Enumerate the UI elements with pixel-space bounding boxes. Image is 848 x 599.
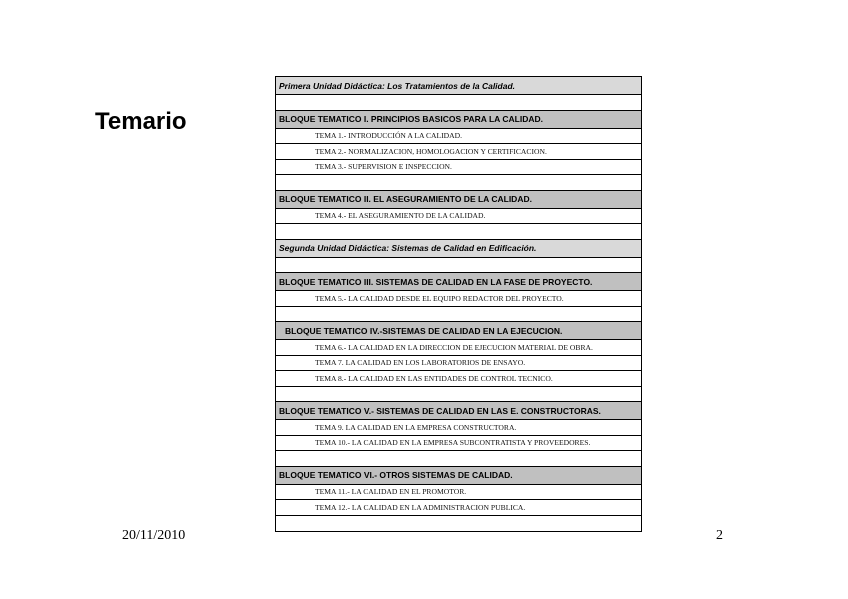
page-number: 2 [716, 528, 723, 543]
block-5-heading: BLOQUE TEMATICO V.- SISTEMAS DE CALIDAD EN LAS E. CONSTRUCTORAS. [276, 402, 641, 420]
topic-7: TEMA 7. LA CALIDAD EN LOS LABORATORIOS DE ENSAYO. [276, 356, 641, 372]
unit-2-heading: Segunda Unidad Didáctica: Sistemas de Calidad en Edificación. [276, 240, 641, 258]
topic-8: TEMA 8.- LA CALIDAD EN LAS ENTIDADES DE CONTROL TECNICO. [276, 371, 641, 387]
slide-date: 20/11/2010 [122, 528, 186, 543]
blank-row [276, 387, 641, 403]
syllabus-table [275, 76, 642, 532]
blank-row [276, 451, 641, 467]
blank-row [276, 175, 641, 191]
topic-4: TEMA 4.- EL ASEGURAMIENTO DE LA CALIDAD. [276, 209, 641, 225]
topic-10: TEMA 10.- LA CALIDAD EN LA EMPRESA SUBCONTRATISTA Y PROVEEDORES. [276, 436, 641, 452]
topic-5: TEMA 5.- LA CALIDAD DESDE EL EQUIPO REDACTOR DEL PROYECTO. [276, 291, 641, 307]
block-2-heading: BLOQUE TEMATICO II. EL ASEGURAMIENTO DE LA CALIDAD. [276, 191, 641, 209]
topic-12: TEMA 12.- LA CALIDAD EN LA ADMINISTRACION PUBLICA. [276, 500, 641, 516]
slide-title: Temario [95, 108, 187, 135]
blank-row [276, 224, 641, 240]
block-6-heading: BLOQUE TEMATICO VI.- OTROS SISTEMAS DE CALIDAD. [276, 467, 641, 485]
blank-row [276, 258, 641, 274]
topic-3: TEMA 3.- SUPERVISION E INSPECCION. [276, 160, 641, 176]
unit-1-heading: Primera Unidad Didáctica: Los Tratamientos de la Calidad. [276, 77, 641, 95]
blank-row [276, 95, 641, 111]
topic-9: TEMA 9. LA CALIDAD EN LA EMPRESA CONSTRUCTORA. [276, 420, 641, 436]
blank-row [276, 516, 641, 532]
block-1-heading: BLOQUE TEMATICO I. PRINCIPIOS BASICOS PARA LA CALIDAD. [276, 111, 641, 129]
topic-2: TEMA 2.- NORMALIZACION, HOMOLOGACION Y CERTIFICACION. [276, 144, 641, 160]
block-4-heading: BLOQUE TEMATICO IV.-SISTEMAS DE CALIDAD EN LA EJECUCION. [276, 322, 641, 340]
topic-1: TEMA 1.- INTRODUCCIÓN A LA CALIDAD. [276, 129, 641, 145]
topic-11: TEMA 11.- LA CALIDAD EN EL PROMOTOR. [276, 485, 641, 501]
topic-6: TEMA 6.- LA CALIDAD EN LA DIRECCION DE EJECUCION MATERIAL DE OBRA. [276, 340, 641, 356]
blank-row [276, 307, 641, 323]
block-3-heading: BLOQUE TEMATICO III. SISTEMAS DE CALIDAD EN LA FASE DE PROYECTO. [276, 273, 641, 291]
